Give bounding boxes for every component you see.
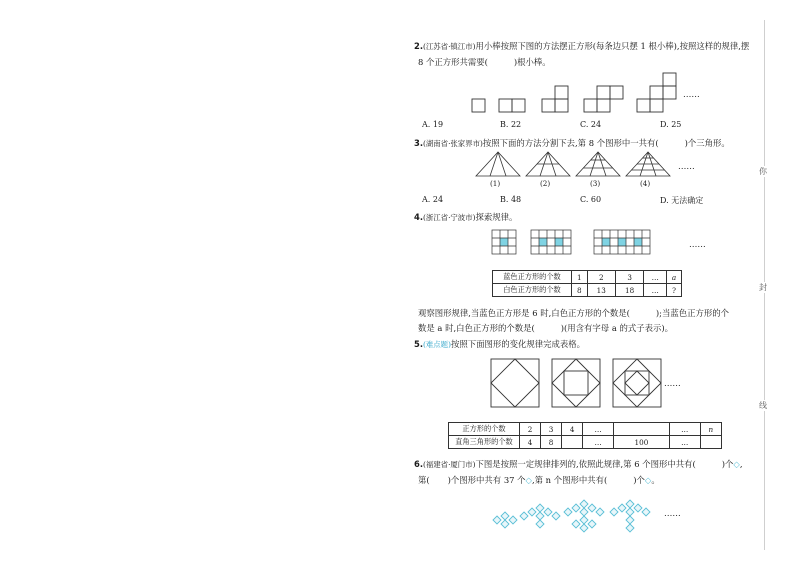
q4-cell: 8	[572, 284, 588, 297]
q5-table-row-triangles	[449, 436, 722, 449]
q6-ellipsis: ……	[664, 508, 681, 518]
binding-char: 线	[759, 401, 767, 410]
q4-line1	[414, 211, 517, 224]
q5-cell: …	[583, 423, 614, 436]
q2-line2	[418, 56, 551, 68]
q5-cell: 8	[541, 436, 562, 449]
q4-cell: 18	[615, 284, 643, 297]
q4-text2a: 观察图形规律,当蓝色正方形是 6 时,白色正方形的个数是(	[418, 308, 630, 318]
q3-option-a[interactable]: A. 24	[422, 195, 444, 204]
q4-table-row-white	[493, 284, 682, 297]
q4-grid-figures	[490, 230, 690, 258]
q5-cell: …	[669, 436, 700, 449]
q4-cell: 蓝色正方形的个数	[493, 271, 572, 284]
q5-ellipsis: ……	[664, 378, 681, 388]
q5-tag: (难点题)	[423, 340, 451, 349]
q5-cell: 100	[614, 436, 670, 449]
q4-cell: 白色正方形的个数	[493, 284, 572, 297]
q5-text: 按照下面图形的变化规律完成表格。	[450, 339, 585, 349]
q5-cell: …	[669, 423, 700, 436]
diamond-icon: ◇	[733, 459, 740, 469]
q4-cell: …	[644, 271, 667, 284]
q4-table-row-blue	[493, 271, 682, 284]
diamond-icon: ◇	[525, 475, 532, 485]
q2-option-c[interactable]: C. 24	[580, 120, 602, 129]
q5-cell: 4	[562, 423, 583, 436]
q2-text2a: 8 个正方形共需要(	[418, 57, 488, 67]
q6-text2a: 第(	[418, 475, 430, 485]
q2-source: (江苏省·镇江市)	[423, 42, 476, 51]
q2-number: 2.	[414, 41, 424, 51]
q5-cell: n	[700, 423, 721, 436]
q5-number: 5.	[414, 339, 424, 349]
q3-text1b: )个三角形。	[684, 138, 730, 148]
q5-table-row-squares	[449, 423, 722, 436]
q5-cell: 2	[520, 423, 541, 436]
q5-table	[448, 422, 722, 449]
q4-line2	[418, 307, 729, 319]
q3-source: (湖南省·张家界市)	[423, 139, 483, 148]
q5-cell: 3	[541, 423, 562, 436]
q3-label-2: (2)	[540, 179, 551, 188]
q4-source: (浙江省·宁波市)	[423, 213, 476, 222]
q5-cell: 直角三角形的个数	[449, 436, 520, 449]
q5-square-figures	[490, 358, 690, 410]
q4-text3a: 数是 a 时,白色正方形的个数是(	[418, 323, 535, 333]
q5-cell-input[interactable]	[562, 436, 583, 449]
q6-number: 6.	[414, 459, 424, 469]
q4-cell: 3	[615, 271, 643, 284]
q4-number: 4.	[414, 212, 424, 222]
q3-option-d[interactable]: D. 无法确定	[660, 196, 704, 205]
q6-line1: 6.(福建省·厦门市)下图是按照一定规律排列的,依照此规律,第 6 个图形中共有( )个◇,	[414, 459, 743, 469]
q4-text2b: );当蓝色正方形的个	[655, 308, 729, 318]
q3-label-4: (4)	[640, 179, 651, 188]
q2-text1: 用小棒按照下图的方法摆正方形(每条边只摆 1 根小棒),按照这样的规律,摆	[475, 41, 750, 51]
q6-source: (福建省·厦门市)	[423, 460, 476, 469]
q5-cell-input[interactable]	[614, 423, 670, 436]
q3-label-3: (3)	[590, 179, 601, 188]
q5-cell: …	[583, 436, 614, 449]
q6-text2d: )个	[633, 475, 645, 485]
q4-text3b: )(用含有字母 a 的式子表示)。	[560, 323, 673, 333]
q4-ellipsis: ……	[689, 239, 706, 249]
q2-option-a[interactable]: A. 19	[422, 120, 444, 129]
diamond-icon: ◇	[644, 475, 652, 485]
binding-char: 你	[759, 167, 767, 176]
q2-line1	[414, 40, 749, 53]
q5-cell-input[interactable]	[700, 436, 721, 449]
binding-char: 封	[759, 283, 767, 292]
q6-text2c: ,第 n 个图形中共有(	[531, 475, 608, 485]
q6-diamond-figures	[492, 498, 682, 528]
q5-line1	[414, 338, 585, 351]
q4-cell: 1	[572, 271, 588, 284]
q3-line1	[414, 137, 730, 150]
q3-option-c[interactable]: C. 60	[580, 195, 602, 204]
q6-text1b: )个	[721, 459, 734, 469]
q2-stick-squares	[470, 84, 710, 116]
q5-cell: 4	[520, 436, 541, 449]
q4-cell: ?	[667, 284, 682, 297]
q4-cell: 13	[587, 284, 615, 297]
q3-ellipsis: ……	[678, 161, 695, 171]
q6-line2: 第( )个图形中共有 37 个◇,第 n 个图形中共有( )个◇。	[418, 475, 660, 485]
q5-cell: 正方形的个数	[449, 423, 520, 436]
q4-table	[492, 270, 682, 297]
q2-option-d[interactable]: D. 25	[660, 120, 682, 129]
q3-option-b[interactable]: B. 48	[500, 195, 522, 204]
q4-cell: a	[667, 271, 682, 284]
q3-number: 3.	[414, 138, 424, 148]
q4-line3	[418, 322, 673, 334]
q3-label-1: (1)	[490, 179, 501, 188]
q2-text2b: )根小棒。	[513, 57, 551, 67]
q2-ellipsis: ……	[683, 89, 700, 99]
q6-text1a: 下图是按照一定规律排列的,依照此规律,第 6 个图形中共有(	[475, 459, 696, 469]
q4-text: 探索规律。	[475, 212, 518, 222]
q4-cell: 2	[587, 271, 615, 284]
q3-triangles	[476, 150, 686, 180]
q2-option-b[interactable]: B. 22	[500, 120, 522, 129]
q4-cell: …	[644, 284, 667, 297]
q3-text1a: 按照下面的方法分割下去,第 8 个图形中一共有(	[482, 138, 659, 148]
q6-text2b: )个图形中共有 37 个	[447, 475, 526, 485]
